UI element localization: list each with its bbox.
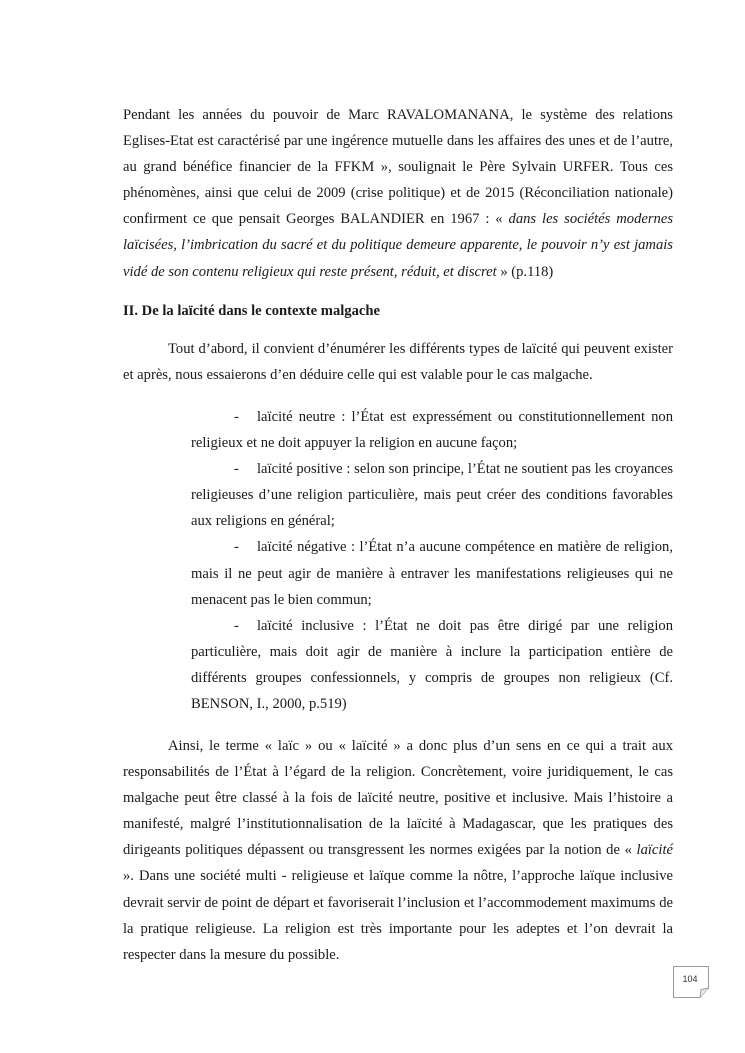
list-item: [191, 456, 673, 534]
list-item-text: laïcité négative : l’État n’a aucune compétence en matière de religion, mais il ne peut agir de manière à entraver les manifestations religieuses qui ne menacent pas le bien commun;: [191, 539, 673, 608]
page-number: 104: [682, 974, 698, 984]
paragraph-2: Tout d’abord, il convient d’énumérer les différents types de laïcité qui peuvent exister et après, nous essaierons d’en déduire celle qui est valable pour le cas malgache.: [123, 341, 673, 384]
paragraph-3-text-end: ». Dans une société multi - religieuse et laïque comme la nôtre, l’approche laïque inclusive devrait servir de point de départ et favoriserait l’inclusion et l’accommodement maximums de la pratique religieuse. La religion est très importante pour les adeptes et l’on devrait la respecter dans la mesure du possible.: [123, 868, 673, 963]
list-item: [191, 534, 673, 612]
list-item-text: laïcité inclusive : l’État ne doit pas être dirigé par une religion particulière, mais doit agir de manière à inclure la participation entière de différents groupes confessionnels, y compris de groupes non religieux (Cf. BENSON, I., 2000, p.519): [191, 617, 673, 713]
list-dash: -: [234, 409, 239, 425]
page-number-box: [673, 966, 709, 996]
paragraph-1-quote-italic: dans les sociétés modernes laïcisées, l’imbrication du sacré et du politique demeure apparente, le pouvoir n’y est jamais vidé de son contenu religieux qui reste présent, réduit, et discret: [123, 211, 673, 280]
paragraph-1-text-end: » (p.118): [496, 263, 554, 280]
paragraph-3-text-start: Ainsi, le terme « laïc » ou « laïcité » a donc plus d’un sens en ce qui a trait aux responsabilités de l’État à l’égard de la religion. Concrètement, voire juridiquement, le cas malgache peut être classé à la fois de laïcité neutre, positive et inclusive. Mais l’histoire a manifesté, malgré l’institutionnalisation de la laïcité à Madagascar, que les pratiques des dirigeants politiques dépassent ou transgressent les normes exigées par la notion de «: [123, 738, 673, 859]
list-dash: -: [234, 617, 239, 634]
laicite-types-list: [191, 404, 673, 717]
list-item: [191, 613, 673, 717]
paragraph-1: [123, 102, 673, 285]
list-dash: -: [234, 461, 239, 478]
list-item-text: laïcité positive : selon son principe, l’État ne soutient pas les croyances religieuses d’une religion particulière, mais peut créer des conditions favorables aux religions en général;: [191, 461, 673, 530]
list-item: [191, 404, 673, 456]
list-dash: -: [234, 539, 239, 556]
section-heading: II. De la laïcité dans le contexte malgache: [123, 303, 380, 319]
paragraph-1-text-start: Pendant les années du pouvoir de Marc RAVALOMANANA, le système des relations Eglises-Etat est caractérisé par une ingérence mutuelle dans les affaires des unes et de l’autre, au grand bénéfice financier de la FFKM », soulignait le Père Sylvain URFER. Tous ces phénomènes, ainsi que celui de 2009 (crise politique) et de 2015 (Réconciliation nationale) confirment ce que pensait Georges BALANDIER en 1967 : «: [123, 107, 673, 228]
paragraph-3: [123, 733, 673, 968]
list-item-text: laïcité neutre : l’État est expressément ou constitutionnellement non religieux et ne doit appuyer la religion en aucune façon;: [191, 409, 673, 452]
paragraph-3-italic-term: laïcité: [636, 842, 673, 859]
